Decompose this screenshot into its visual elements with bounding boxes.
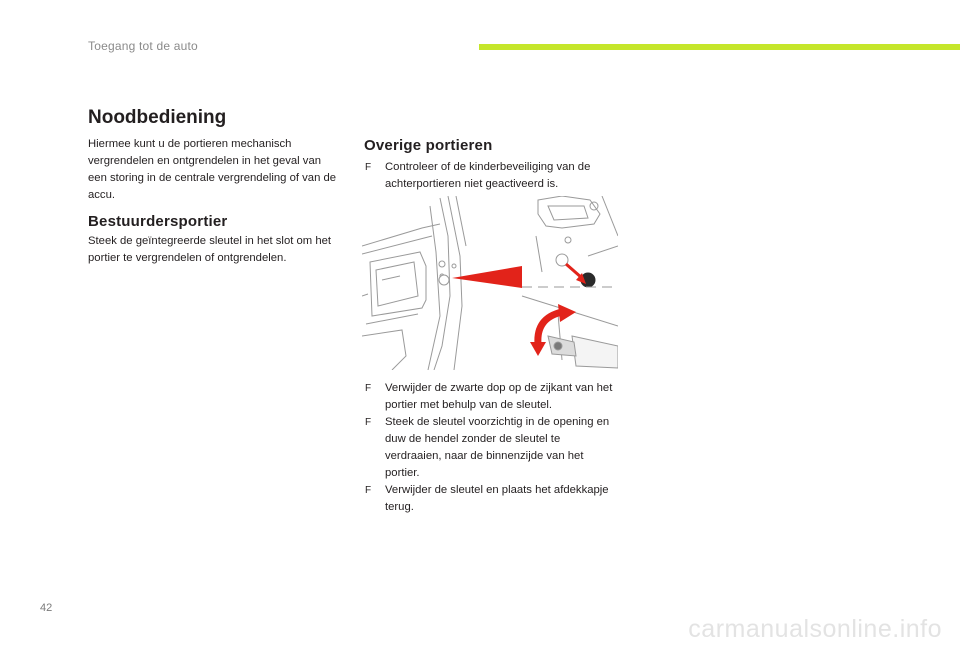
list-item: F Verwijder de sleutel en plaats het afdekkapje terug. xyxy=(365,484,609,513)
section-header: Toegang tot de auto xyxy=(88,39,198,53)
page-title: Noodbediening xyxy=(88,107,227,128)
bullet-marker: F xyxy=(365,162,372,173)
other-doors-heading: Overige portieren xyxy=(364,137,493,154)
list-item: F Steek de sleutel voorzichtig in de opening en duw de hendel zonder de sleutel te verdraaien, naar de binnenzijde van het portier. xyxy=(365,416,610,479)
list-item: F Controleer of de kinderbeveiliging van de achterportieren niet geactiveerd is. xyxy=(365,161,591,190)
bullet-marker: F xyxy=(365,417,372,428)
driver-door-text: Steek de geïntegreerde sleutel in het slot om het portier te vergrendelen of ontgrendelen. xyxy=(88,235,332,264)
bottom-bullet-list xyxy=(364,380,614,516)
door-lock-diagram-icon xyxy=(362,196,618,370)
list-item: F Verwijder de zwarte dop op de zijkant van het portier met behulp van de sleutel. xyxy=(365,382,613,411)
header-accent-bar xyxy=(479,44,960,50)
driver-door-heading: Bestuurdersportier xyxy=(88,213,228,230)
top-bullet-list xyxy=(364,159,614,193)
bullet-marker: F xyxy=(365,485,372,496)
intro-paragraph: Hiermee kunt u de portieren mechanisch vergrendelen en ontgrendelen in het geval van een storing in de centrale vergrendeling of van de accu. xyxy=(88,138,337,201)
watermark: carmanualsonline.info xyxy=(688,615,942,643)
bullet-marker: F xyxy=(365,383,372,394)
page-number: 42 xyxy=(40,602,53,614)
